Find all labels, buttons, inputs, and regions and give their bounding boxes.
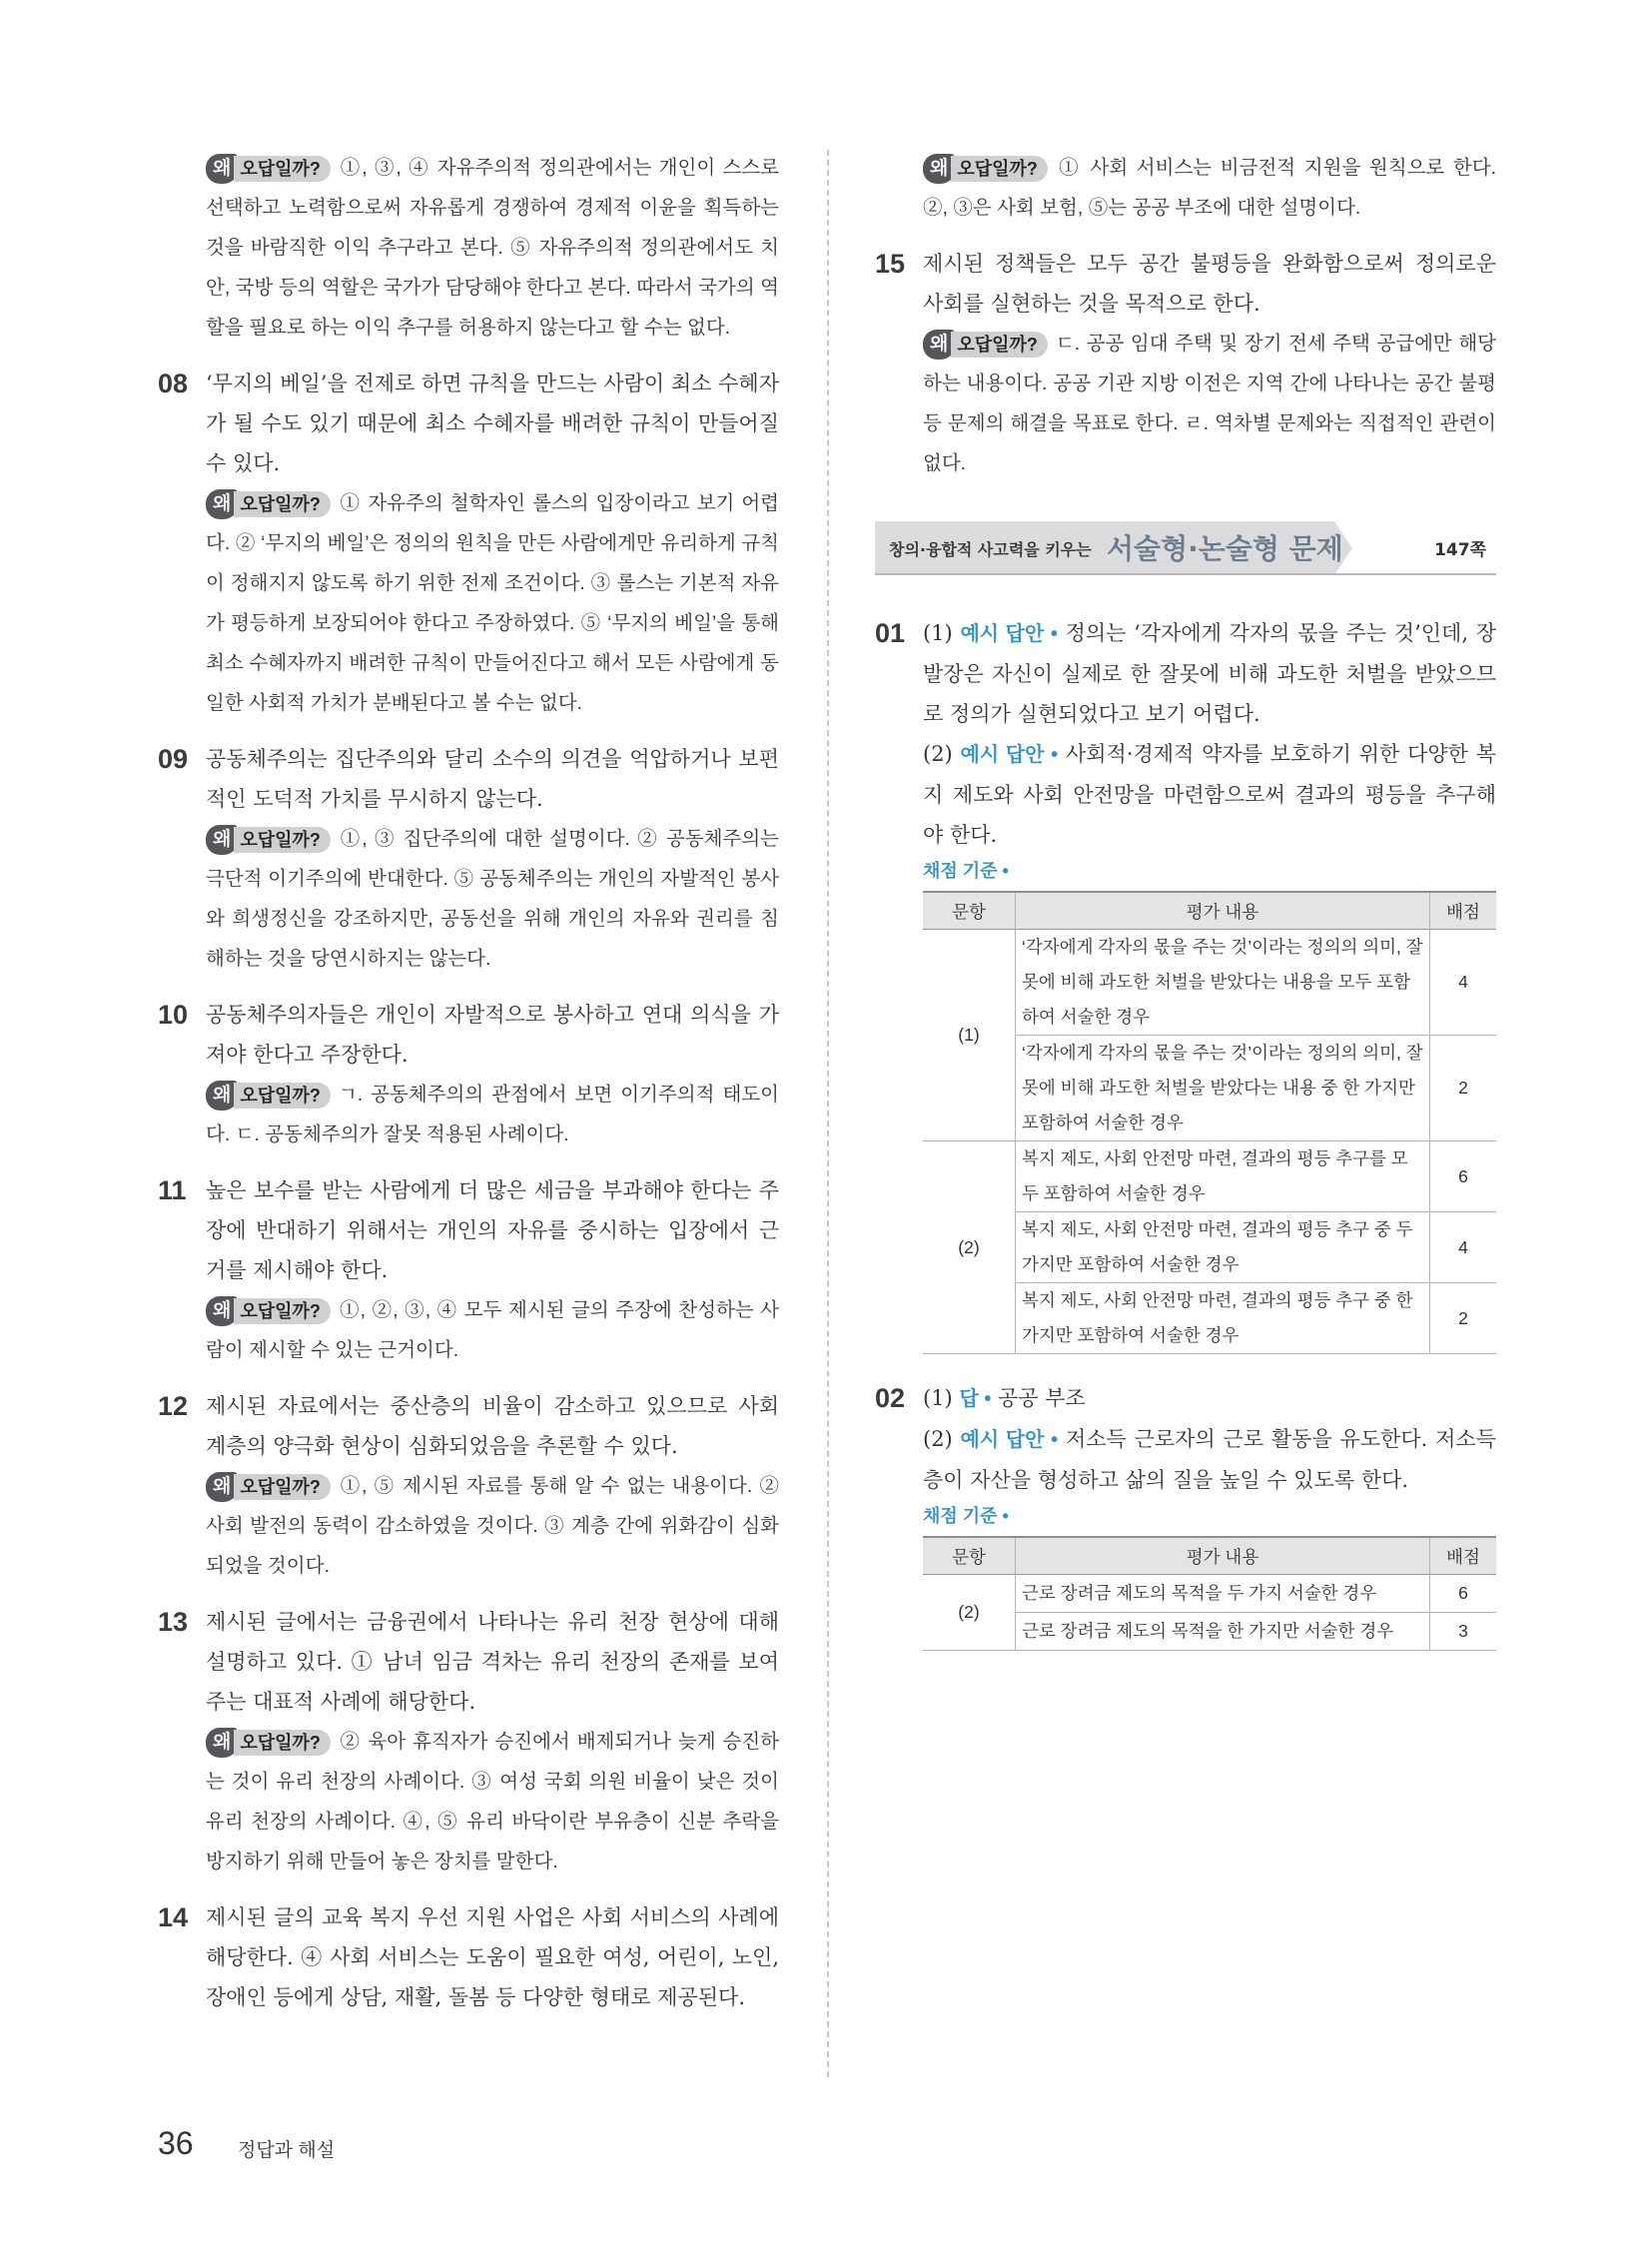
answer-item-13 — [158, 1602, 779, 1881]
page-reference: 147쪽 — [1434, 540, 1486, 560]
wrong-answer-explanation: 왜 오답일까? ①, ③, ④ 자유주의적 정의관에서는 개인이 스스로 선택하고 노력함으로써 자유롭게 경쟁하여 경제적 이윤을 획득하는 것을 바람직한 이익 추구라고 본다. ⑤ 자유주의적 정의관에서도 치안, 국방 등의 역할은 국가가 담당해야 한다고 본다. 따라서 국가의 역할을 필요로 하는 이익 추구를 허용하지 않는다고 할 수는 없다. — [206, 148, 779, 348]
item-number: 09 — [158, 744, 189, 774]
answer-item-10 — [158, 995, 779, 1154]
answer-text: 제시된 글의 교육 복지 우선 지원 사업은 사회 서비스의 사례에 해당한다. ④ 사회 서비스는 도움이 필요한 여성, 어린이, 노인, 장애인 등에게 상담, 재활, 돌봄 등 다양한 형태로 제공된다. — [206, 1905, 779, 2009]
answer-tag: 예시 답안 • — [960, 744, 1059, 766]
why-icon: 왜 — [206, 1728, 238, 1758]
wrong-answer-badge: 왜 오답일까? — [206, 1081, 331, 1111]
model-answer-1: (1) 예시 답안 • 정의는 ‘각자에게 각자의 몫을 주는 것’인데, 장 발장은 자신이 실제로 한 잘못에 비해 과도한 처벌을 받았으므로 정의가 실현되었다고 보기 어렵다. — [923, 621, 1496, 726]
why-icon: 왜 — [206, 489, 238, 519]
answer-text: 제시된 자료에서는 중산층의 비율이 감소하고 있으므로 사회 계층의 양극화 현상이 심화되었음을 추론할 수 있다. — [206, 1394, 779, 1458]
item-number: 12 — [158, 1391, 189, 1421]
why-icon: 왜 — [206, 1296, 238, 1326]
banner-subtitle: 창의·융합적 사고력을 키우는 — [889, 540, 1092, 559]
wrong-answer-badge: 왜 오답일까? — [206, 1472, 331, 1502]
wrong-answer-badge: 왜 오답일까? — [206, 489, 331, 519]
wrong-answer-badge: 왜 오답일까? — [206, 1728, 331, 1758]
wrong-answer-badge: 왜 오답일까? — [206, 1296, 331, 1326]
answer-item-09 — [158, 739, 779, 979]
table-row: 복지 제도, 사회 안전망 마련, 결과의 평등 추구 중 두 가지만 포함하여 서술한 경우 4 — [923, 1212, 1496, 1283]
answer-item-15 — [875, 244, 1496, 483]
why-icon: 왜 — [206, 154, 238, 184]
wrong-answer-explanation: 왜 오답일까? ①, ⑤ 제시된 자료를 통해 알 수 없는 내용이다. ② 사회 발전의 동력이 감소하였을 것이다. ③ 계층 간에 위화감이 심화되었을 것이다. — [206, 1466, 779, 1586]
column-divider — [827, 150, 829, 2077]
scoring-criteria-title: 채점 기준 • — [923, 861, 1009, 881]
answer-tag: 예시 답안 • — [960, 1429, 1059, 1451]
wrong-answer-explanation: 왜 오답일까? ① 사회 서비스는 비금전적 지원을 원칙으로 한다. ②, ③은 사회 보험, ⑤는 공공 부조에 대한 설명이다. — [923, 148, 1496, 228]
section-banner — [875, 521, 1496, 575]
model-answer-2: (2) 예시 답안 • 저소득 근로자의 근로 활동을 유도한다. 저소득층이 자산을 형성하고 삶의 질을 높일 수 있도록 한다. — [923, 1427, 1496, 1492]
wrong-answer-explanation: 왜 오답일까? ①, ②, ③, ④ 모두 제시된 글의 주장에 찬성하는 사람이 제시할 수 있는 근거이다. — [206, 1290, 779, 1370]
answer-item-11 — [158, 1170, 779, 1370]
table-row: ‘각자에게 각자의 몫을 주는 것’이라는 정의의 의미, 잘못에 비해 과도한 처벌을 받았다는 내용 중 한 가지만 포함하여 서술한 경우 2 — [923, 1036, 1496, 1141]
wrong-answer-badge: 왜 오답일까? — [923, 330, 1048, 360]
answer-item-12 — [158, 1386, 779, 1586]
model-answer-1: (1) 답 • 공공 부조 — [923, 1386, 1086, 1410]
answer-tag: 예시 답안 • — [960, 623, 1058, 645]
wrong-answer-badge: 왜 오답일까? — [923, 154, 1048, 184]
scoring-table — [923, 891, 1496, 1354]
right-column — [875, 148, 1496, 1675]
answer-item-14 — [158, 1897, 779, 2017]
why-icon: 왜 — [206, 1081, 238, 1111]
model-answer-2: (2) 예시 답안 • 사회적·경제적 약자를 보호하기 위한 다양한 복지 제도와 사회 안전망을 마련함으로써 결과의 평등을 추구해야 한다. — [923, 742, 1496, 847]
item-number: 02 — [875, 1383, 906, 1413]
why-icon: 왜 — [206, 1472, 238, 1502]
why-icon: 왜 — [923, 154, 955, 184]
table-row: 근로 장려금 제도의 목적을 한 가지만 서술한 경우 3 — [923, 1613, 1496, 1651]
left-column — [158, 148, 779, 2023]
scoring-criteria-title: 채점 기준 • — [923, 1506, 1009, 1526]
scoring-table — [923, 1536, 1496, 1651]
essay-item-02 — [875, 1378, 1496, 1651]
wrong-answer-explanation: 왜 오답일까? ② 육아 휴직자가 승진에서 배제되거나 늦게 승진하는 것이 유리 천장의 사례이다. ③ 여성 국회 의원 비율이 낮은 것이 유리 천장의 사례이다. ④, ⑤ 유리 바닥이란 부유층이 신분 추락을 방지하기 위해 만들어 놓은 장치를 말한다. — [206, 1722, 779, 1881]
answer-tag: 답 • — [959, 1388, 992, 1410]
table-header-row: 문항 평가 내용 배점 — [923, 1537, 1496, 1575]
item-number: 01 — [875, 618, 906, 648]
wrong-answer-explanation: 왜 오답일까? ①, ③ 집단주의에 대한 설명이다. ② 공동체주의는 극단적 이기주의에 반대한다. ⑤ 공동체주의는 개인의 자발적인 봉사와 희생정신을 강조하지만, 공동선을 위해 개인의 자유와 권리를 침해하는 것을 당연시하지는 않는다. — [206, 819, 779, 979]
why-icon: 왜 — [923, 330, 955, 360]
banner-title: 서술형·논술형 문제 — [1107, 532, 1343, 565]
answer-text: 높은 보수를 받는 사람에게 더 많은 세금을 부과해야 한다는 주장에 반대하기 위해서는 개인의 자유를 중시하는 입장에서 근거를 제시해야 한다. — [206, 1178, 779, 1282]
page-number: 36 — [158, 2125, 194, 2161]
wrong-answer-explanation: 왜 오답일까? ㄷ. 공공 임대 주택 및 장기 전세 주택 공급에만 해당하는 내용이다. 공공 기관 지방 이전은 지역 간에 나타나는 공간 불평등 문제의 해결을 목표로 한다. ㄹ. 역차별 문제와는 직접적인 관련이 없다. — [923, 324, 1496, 483]
item-number: 14 — [158, 1902, 189, 1932]
footer-label: 정답과 해설 — [238, 2140, 336, 2161]
item-number: 13 — [158, 1607, 189, 1637]
answer-text: 제시된 글에서는 금융권에서 나타나는 유리 천장 현상에 대해 설명하고 있다. ① 남녀 임금 격차는 유리 천장의 존재를 보여 주는 대표적 사례에 해당한다. — [206, 1610, 779, 1714]
table-header-row: 문항 평가 내용 배점 — [923, 892, 1496, 930]
table-row: (1) ‘각자에게 각자의 몫을 주는 것’이라는 정의의 의미, 잘못에 비해 과도한 처벌을 받았다는 내용을 모두 포함하여 서술한 경우 4 — [923, 930, 1496, 1036]
wrong-answer-badge: 왜 오답일까? — [206, 154, 331, 184]
table-row: 복지 제도, 사회 안전망 마련, 결과의 평등 추구 중 한 가지만 포함하여 서술한 경우 2 — [923, 1283, 1496, 1354]
wrong-answer-explanation: 왜 오답일까? ㄱ. 공동체주의의 관점에서 보면 이기주의적 태도이다. ㄷ. 공동체주의가 잘못 적용된 사례이다. — [206, 1075, 779, 1154]
item-number: 11 — [158, 1175, 187, 1205]
answer-text: 공동체주의는 집단주의와 달리 소수의 의견을 억압하거나 보편적인 도덕적 가치를 무시하지 않는다. — [206, 747, 779, 811]
wrong-answer-badge: 왜 오답일까? — [206, 825, 331, 855]
item-number: 08 — [158, 369, 189, 398]
item-number: 15 — [875, 249, 906, 279]
answer-text: 제시된 정책들은 모두 공간 불평등을 완화함으로써 정의로운 사회를 실현하는 것을 목적으로 한다. — [923, 252, 1496, 316]
essay-item-01 — [875, 613, 1496, 1354]
wrong-answer-explanation: 왜 오답일까? ① 자유주의 철학자인 롤스의 입장이라고 보기 어렵다. ② ‘무지의 베일’은 정의의 원칙을 만든 사람에게만 유리하게 규칙이 정해지지 않도록 하기 위한 전제 조건이다. ③ 롤스는 기본적 자유가 평등하게 보장되어야 한다고 주장하였다. ⑤ ‘무지의 베일’을 통해 최소 수혜자까지 배려한 규칙이 만들어진다고 해서 모든 사람에게 동일한 사회적 가치가 분배된다고 볼 수는 없다. — [206, 483, 779, 723]
item-number: 10 — [158, 1000, 189, 1030]
answer-item-08 — [158, 364, 779, 723]
answer-text: 공동체주의자들은 개인이 자발적으로 봉사하고 연대 의식을 가져야 한다고 주장한다. — [206, 1003, 779, 1067]
answer-text: ‘무지의 베일’을 전제로 하면 규칙을 만드는 사람이 최소 수혜자가 될 수도 있기 때문에 최소 수혜자를 배려한 규칙이 만들어질 수 있다. — [206, 372, 779, 475]
table-row: (2) 복지 제도, 사회 안전망 마련, 결과의 평등 추구를 모두 포함하여 서술한 경우 6 — [923, 1141, 1496, 1212]
why-icon: 왜 — [206, 825, 238, 855]
table-row: (2) 근로 장려금 제도의 목적을 두 가지 서술한 경우 6 — [923, 1575, 1496, 1613]
